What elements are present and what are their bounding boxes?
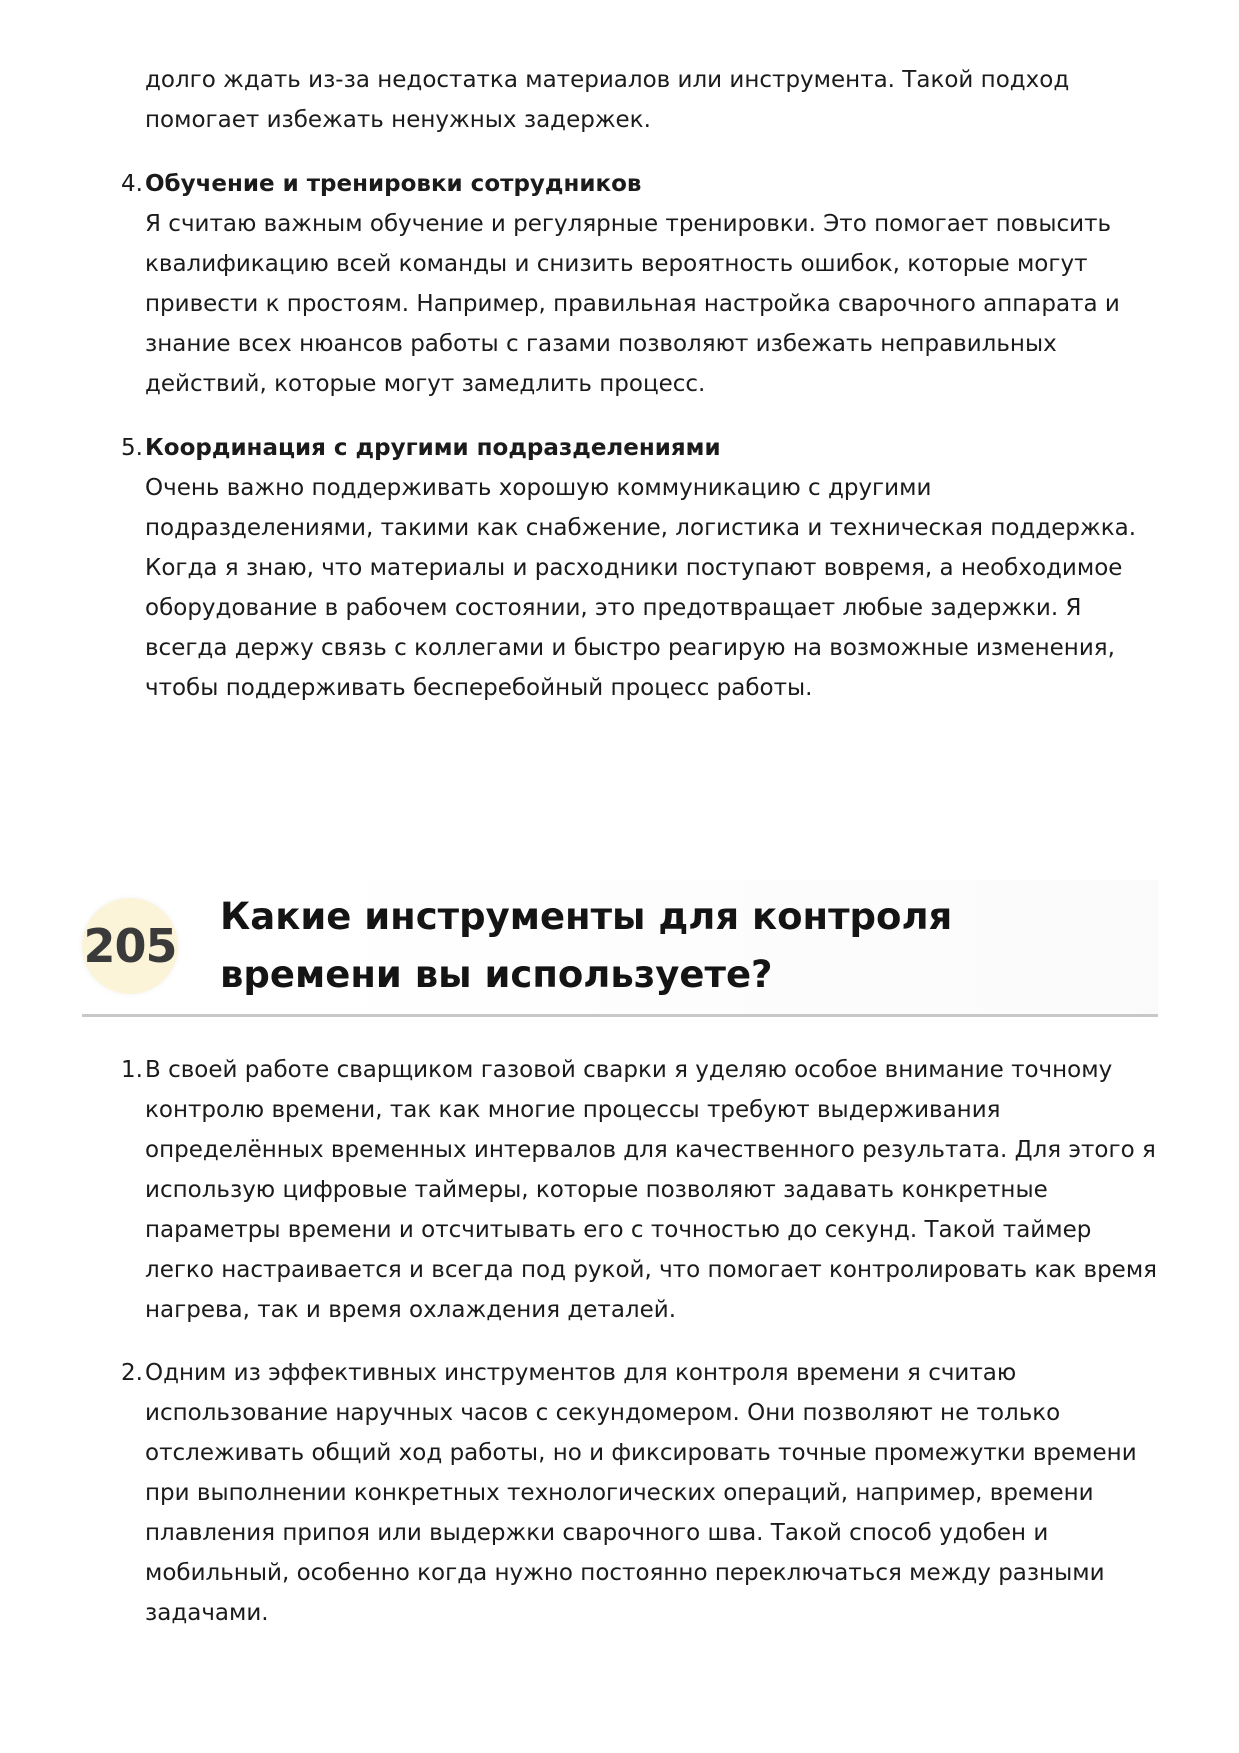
- list-item-body: Я считаю важным обучение и регулярные тренировки. Это помогает повысить квалификацию всей команды и снизить вероятность ошибок, которые могут привести к простоям. Например, правильная настройка сварочного аппарата и знание всех нюансов работы с газами позволяют избежать неправильных действий, которые могут замедлить процесс.: [145, 211, 1120, 397]
- list-item-number: 2.: [121, 1360, 143, 1386]
- list-item-number: 4.: [121, 171, 143, 197]
- continued-paragraph-text: долго ждать из-за недостатка материалов или инструмента. Такой подход помогает избежать ненужных задержек.: [145, 67, 1070, 133]
- list-item-body: В своей работе сварщиком газовой сварки я уделяю особое внимание точному контролю времени, так как многие процессы требуют выдерживания определённых временных интервалов для качественного результата. Для этого я использую цифровые таймеры, которые позволяют задавать конкретные параметры времени и отсчитывать его с точностью до секунд. Такой таймер легко настраивается и всегда под рукой, что помогает контролировать как время нагрева, так и время охлаждения деталей.: [145, 1057, 1158, 1323]
- question-number-badge: [82, 898, 178, 994]
- list-item: [121, 164, 1165, 404]
- list-item-body: Очень важно поддерживать хорошую коммуникацию с другими подразделениями, такими как снабжение, логистика и техническая поддержка. Когда я знаю, что материалы и расходники поступают вовремя, а необходимое оборудование в рабочем состоянии, это предотвращает любые задержки. Я всегда держу связь с коллегами и быстро реагирую на возможные изменения, чтобы поддерживать бесперебойный процесс работы.: [145, 475, 1136, 701]
- list-item-title: Обучение и тренировки сотрудников: [145, 171, 642, 197]
- question-title: Какие инструменты для контроля времени вы используете?: [220, 895, 953, 996]
- question-number: 205: [83, 919, 177, 973]
- continued-paragraph: [145, 60, 1165, 140]
- list-item-title: Координация с другими подразделениями: [145, 435, 721, 461]
- list-item: [121, 1050, 1165, 1330]
- list-item: [121, 1353, 1165, 1633]
- list-item-number: 1.: [121, 1057, 143, 1083]
- question-header: [82, 880, 1158, 1017]
- list-item-body: Одним из эффективных инструментов для контроля времени я считаю использование наручных часов с секундомером. Они позволяют не только отслеживать общий ход работы, но и фиксировать точные промежутки времени при выполнении конкретных технологических операций, например, времени плавления припоя или выдержки сварочного шва. Такой способ удобен и мобильный, особенно когда нужно постоянно переключаться между разными задачами.: [145, 1360, 1137, 1626]
- list-item: [121, 428, 1165, 708]
- list-item-number: 5.: [121, 435, 143, 461]
